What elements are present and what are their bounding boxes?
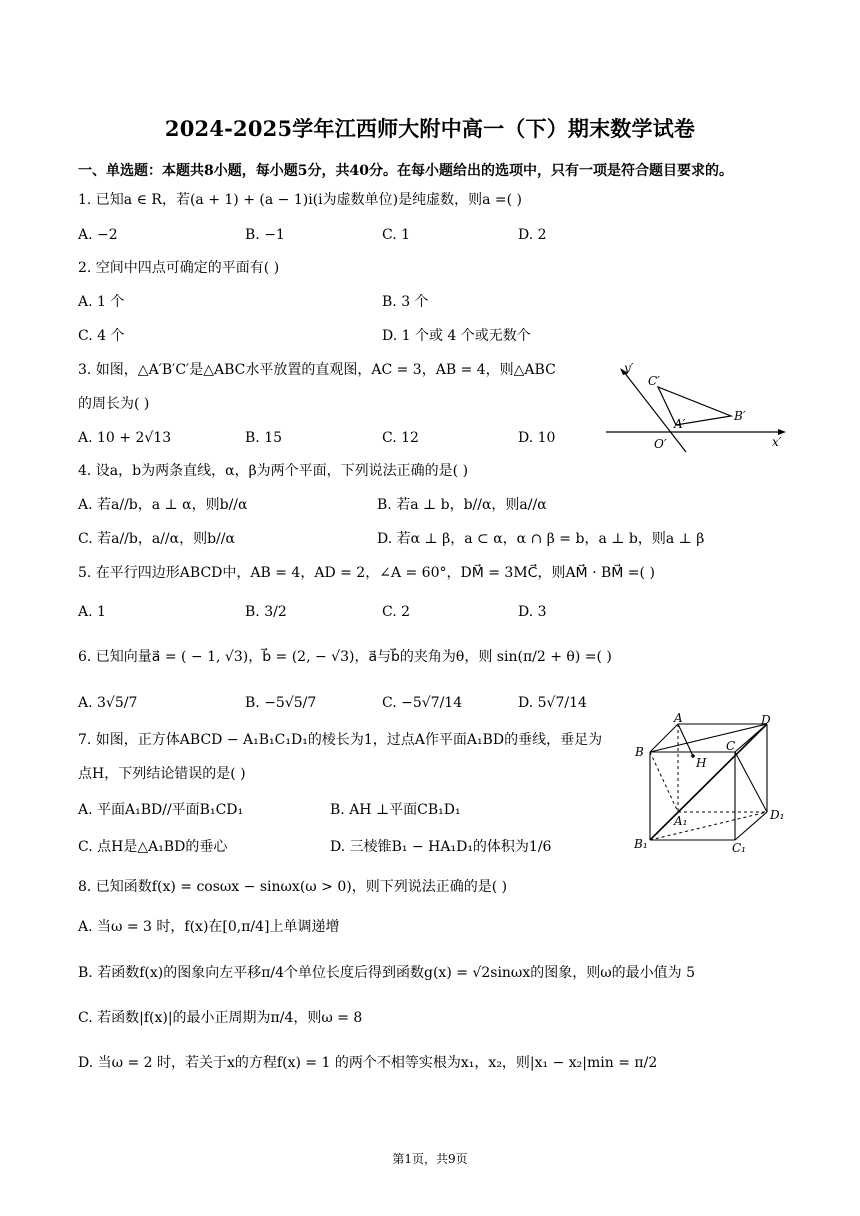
triangle-abc xyxy=(658,387,731,425)
page-footer: 第1页，共9页 xyxy=(392,1152,468,1166)
q1-option-c: C. 1 xyxy=(382,227,411,243)
q2-option-c: C. 4 个 xyxy=(78,328,125,344)
q8-option-b: B. 若函数f(x)的图象向左平移π/4个单位长度后得到函数g(x) = √2sinωx的图象，则ω的最小值为 5 xyxy=(78,965,696,981)
label-a-prime: A′ xyxy=(674,417,686,431)
q1-option-b: B. −1 xyxy=(245,227,285,243)
q1-option-a: A. −2 xyxy=(78,227,118,243)
label-c-prime: C′ xyxy=(648,374,660,388)
q5-option-a: A. 1 xyxy=(78,604,106,620)
q1-stem: 1. 已知a ∈ R，若(a + 1) + (a − 1)i(i为虚数单位)是纯虚数，则a =( ) xyxy=(78,192,522,208)
q8-option-d: D. 当ω = 2 时，若关于x的方程f(x) = 1 的两个不相等实根为x₁，x₂，则|x₁ − x₂|min = π/2 xyxy=(78,1055,658,1071)
q5-option-d: D. 3 xyxy=(518,604,547,620)
label-x-prime: x′ xyxy=(772,435,782,449)
q7-stem-line2: 点H，下列结论错误的是( ) xyxy=(78,766,246,782)
section-header: 一、单选题：本题共8小题，每小题5分，共40分。在每小题给出的选项中，只有一项是符合题目要求的。 xyxy=(78,163,733,179)
point-h xyxy=(691,754,695,758)
q5-stem: 5. 在平行四边形ABCD中，AB = 4，AD = 2，∠A = 60°，DM⃗ = 3MC⃗，则AM⃗ · BM⃗ =( ) xyxy=(78,565,655,581)
q3-oblique-figure xyxy=(606,358,796,458)
q6-option-b: B. −5√5/7 xyxy=(245,695,317,711)
q6-option-a: A. 3√5/7 xyxy=(78,695,138,711)
q7-option-d: D. 三棱锥B₁ − HA₁D₁的体积为1/6 xyxy=(330,839,552,855)
label-d: D xyxy=(761,713,771,727)
label-d1: D₁ xyxy=(770,808,785,822)
label-b1: B₁ xyxy=(634,837,648,851)
q6-option-d: D. 5√7/14 xyxy=(518,695,587,711)
label-a1: A₁ xyxy=(674,814,688,828)
q1-option-d: D. 2 xyxy=(518,227,547,243)
label-c1: C₁ xyxy=(732,841,746,855)
q7-option-a: A. 平面A₁BD//平面B₁CD₁ xyxy=(78,802,244,818)
q2-option-d: D. 1 个或 4 个或无数个 xyxy=(382,328,531,344)
q4-option-b: B. 若a ⊥ b，b//α，则a//α xyxy=(377,497,547,513)
label-b: B xyxy=(635,745,644,759)
label-a: A xyxy=(674,712,683,725)
label-y-prime: y′ xyxy=(624,361,634,375)
label-c: C xyxy=(726,739,736,753)
q8-option-a: A. 当ω = 3 时，f(x)在[0,π/4]上单调递增 xyxy=(78,919,340,935)
q4-option-a: A. 若a//b，a ⊥ α，则b//α xyxy=(78,497,248,513)
q3-option-a: A. 10 + 2√13 xyxy=(78,430,172,446)
q7-stem-line1: 7. 如图，正方体ABCD − A₁B₁C₁D₁的棱长为1，过点A作平面A₁BD的垂线，垂足为 xyxy=(78,732,603,748)
q5-option-c: C. 2 xyxy=(382,604,411,620)
q8-option-c: C. 若函数|f(x)|的最小正周期为π/4，则ω = 8 xyxy=(78,1010,363,1026)
q2-option-a: A. 1 个 xyxy=(78,294,125,310)
q5-option-b: B. 3/2 xyxy=(245,604,287,620)
q3-option-c: C. 12 xyxy=(382,430,419,446)
q7-option-b: B. AH ⊥平面CB₁D₁ xyxy=(330,802,461,818)
q8-stem: 8. 已知函数f(x) = cosωx − sinωx(ω > 0)，则下列说法正确的是( ) xyxy=(78,879,508,895)
q4-option-c: C. 若a//b，a//α，则b//α xyxy=(78,531,235,547)
label-o-prime: O′ xyxy=(654,437,667,451)
q3-option-b: B. 15 xyxy=(245,430,283,446)
page-title: 2024-2025学年江西师大附中高一（下）期末数学试卷 xyxy=(164,116,696,141)
q2-stem: 2. 空间中四点可确定的平面有( ) xyxy=(78,260,280,276)
label-h: H xyxy=(696,756,707,770)
q2-option-b: B. 3 个 xyxy=(382,294,429,310)
q4-option-d: D. 若α ⊥ β，a ⊂ α，α ∩ β = b，a ⊥ b，则a ⊥ β xyxy=(377,531,705,547)
q6-stem: 6. 已知向量a⃗ = ( − 1, √3)，b⃗ = (2, − √3)，a⃗与b⃗的夹角为θ，则 sin(π/2 + θ) =( ) xyxy=(78,649,612,665)
label-b-prime: B′ xyxy=(734,409,746,423)
q3-stem-line1: 3. 如图，△A′B′C′是△ABC水平放置的直观图，AC = 3，AB = 4，则△ABC xyxy=(78,362,556,378)
q3-option-d: D. 10 xyxy=(518,430,556,446)
q6-option-c: C. −5√7/14 xyxy=(382,695,463,711)
q7-cube-figure xyxy=(630,712,790,857)
q7-option-c: C. 点H是△A₁BD的垂心 xyxy=(78,839,228,855)
q3-stem-line2: 的周长为( ) xyxy=(78,396,150,412)
q4-stem: 4. 设a，b为两条直线，α，β为两个平面，下列说法正确的是( ) xyxy=(78,463,469,479)
